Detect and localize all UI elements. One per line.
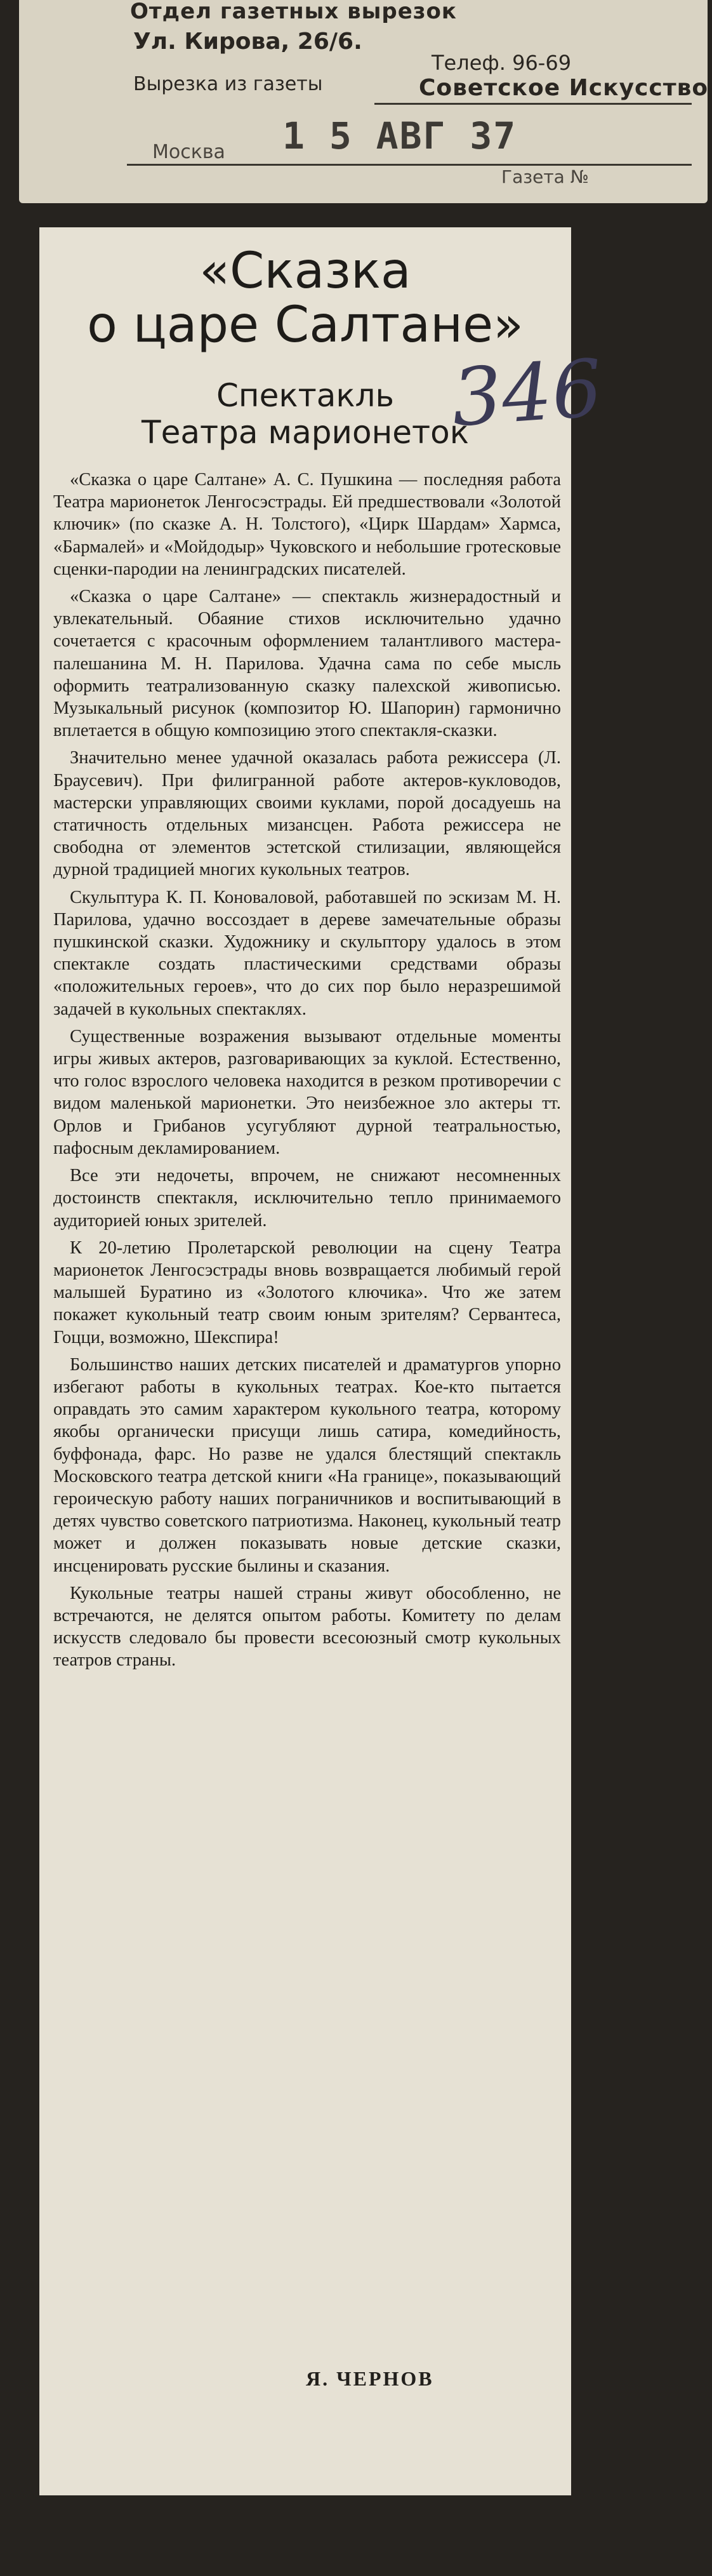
stamp-cut-label: Вырезка из газеты <box>133 73 323 95</box>
stamp-city: Москва <box>152 141 225 163</box>
article-title-line-2: о царе Салтане» <box>87 297 524 354</box>
article-paragraph: Большинство наших детских писателей и драматургов упорно избегают работы в кукольных театрах. Кое-кто пытается оправдать это самим характером кукольного театра, которому якобы органически присущи лишь сатира, комедийность, буффонада, фарс. Но разве не удался блестящий спектакль Московского театра детской книги «На границе», показывающий героическую работу наших пограничников и воспитывающий в детях чувство советского патриотизма. Наконец, кукольный театр может и должен показывать новые детские сказки, инсценировать русские былины и сказания. <box>53 1354 561 1576</box>
article-paragraph: Существенные возражения вызывают отдельные моменты игры живых актеров, разговаривающих за куклой. Естественно, что голос взрослого человека находится в резком противоречии с видом маленькой марионетки. Это неизбежное зло актеры тт. Орлов и Грибанов усугубляют дурной театральностью, пафосным декламированием. <box>53 1026 561 1158</box>
article-subtitle-line-1: Спектакль <box>216 377 394 414</box>
stamp-divider <box>127 164 692 166</box>
stamp-divider <box>374 103 692 105</box>
article-body <box>53 469 561 1677</box>
handwritten-archive-number: 346 <box>449 342 605 445</box>
stamp-newspaper-name: Советское Искусство <box>419 75 709 101</box>
article-paragraph: Все эти недочеты, впрочем, не снижают несомненных достоинств спектакля, исключительно тепло принимаемого аудиторией юных зрителей. <box>53 1166 561 1231</box>
article-paragraph: Значительно менее удачной оказалась работа режиссера (Л. Браусевич). При филигранной работе актеров-кукловодов, мастерски управляющих своими куклами, порой досадуешь на статичность отдельных мизансцен. Работа режиссера не свободна от элементов эстетской стилизации, являющейся дурной традицией многих кукольных театров. <box>53 748 561 880</box>
article-author-signature: Я. ЧЕРНОВ <box>306 2367 434 2390</box>
stamp-address: Ул. Кирова, 26/6. <box>133 29 362 55</box>
article-paragraph: Кукольные театры нашей страны живут обособленно, не встречаются, не делятся опытом работы. Комитету по делам искусств следовало бы провести всесоюзный смотр кукольных театров страны. <box>53 1583 561 1671</box>
stamp-department: Отдел газетных вырезок <box>130 0 457 24</box>
article-title-line-1: «Сказка <box>199 243 411 300</box>
article-paragraph: К 20-летию Пролетарской революции на сцену Театра марионеток Ленгосэстрады вновь возвращается любимый герой малышей Буратино из «Золотого ключика». Что же затем покажет кукольный театр своим юным зрителям? Сервантеса, Гоцци, возможно, Шекспира! <box>53 1238 561 1347</box>
clipping-bureau-stamp <box>19 0 708 203</box>
stamp-phone: Телеф. 96-69 <box>432 51 572 75</box>
newspaper-clipping <box>39 227 605 2495</box>
stamp-issue-label: Газета № <box>501 166 589 187</box>
article-paragraph: Скульптура К. П. Коноваловой, работавшей по эскизам М. Н. Парилова, удачно воссоздает в дереве замечательные образы пушкинской сказки. Художнику и скульптору удалось в этом спектакле создать пластическими средствами образы «положительных героев», что до сих пор было неразрешимой задачей в кукольных спектаклях. <box>53 887 561 1019</box>
article-subtitle-line-2: Театра марионеток <box>142 414 469 451</box>
article-paragraph: «Сказка о царе Салтане» — спектакль жизнерадостный и увлекательный. Обаяние стихов исключительно удачно сочетается с красочным оформлением талантливого мастера-палешанина М. Н. Парилова. Удачна сама по себе мысль оформить театрализованную сказку палехской живописью. Музыкальный рисунок (композитор Ю. Шапорин) гармонично вплетается в общую композицию этого спектакля-сказки. <box>53 587 561 741</box>
stamp-date: 1 5 АВГ 37 <box>282 114 517 157</box>
article-paragraph: «Сказка о царе Салтане» А. С. Пушкина — последняя работа Театра марионеток Ленгосэстрады. Ей предшествовали «Золотой ключик» (по сказке А. Н. Толстого), «Цирк Шардам» Хармса, «Бармалей» и «Мойдодыр» Чуковского и небольшие гротесковые сценки-пародии на ленинградских писателей. <box>53 470 561 579</box>
